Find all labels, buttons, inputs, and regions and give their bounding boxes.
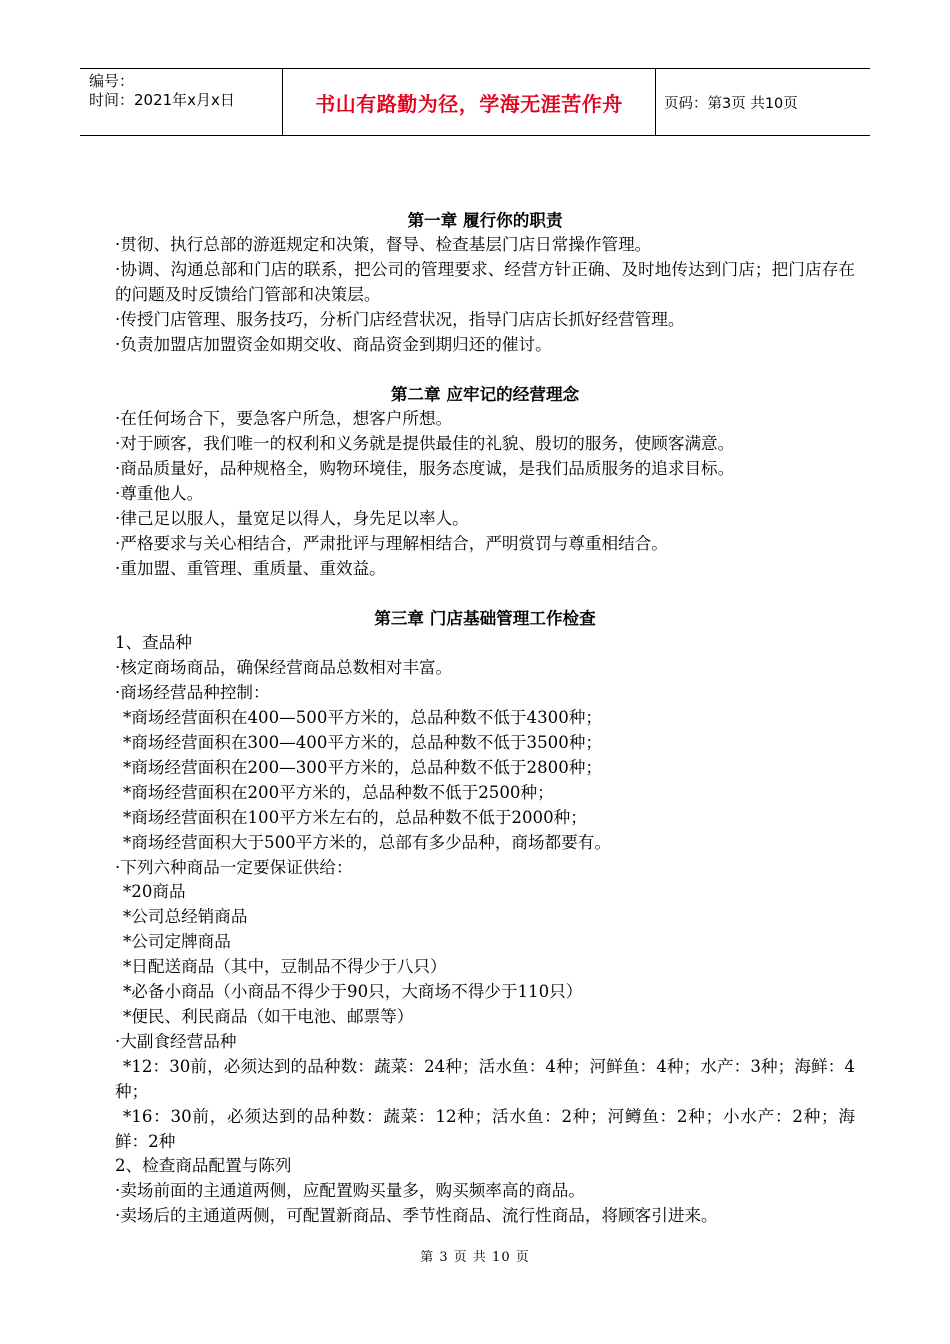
six-item: *必备小商品（小商品不得少于90只，大商场不得少于110只） <box>123 982 583 1002</box>
area-item: *商场经营面积在400—500平方米的，总品种数不低于4300种； <box>123 708 602 728</box>
number-label: 编号： <box>89 72 135 90</box>
area-item: *商场经营面积在200平方米的，总品种数不低于2500种； <box>123 782 554 802</box>
section-heading: 2、检查商品配置与陈列 <box>115 1156 292 1176</box>
six-item: *日配送商品（其中，豆制品不得少于八只） <box>123 957 447 977</box>
chapter2-title: 第二章 应牢记的经营理念 <box>390 384 580 405</box>
six-item: *公司定牌商品 <box>123 932 231 952</box>
chapter2-item: ·律己足以服人，量宽足以得人，身先足以率人。 <box>115 508 469 528</box>
chapter2-item: ·尊重他人。 <box>115 483 204 503</box>
chapter3-title: 第三章 门店基础管理工作检查 <box>374 608 596 629</box>
chapter2-item: ·重加盟、重管理、重质量、重效益。 <box>115 558 386 578</box>
section-heading: 1、查品种 <box>115 633 192 653</box>
list-item: ·卖场前面的主通道两侧，应配置购买量多，购买频率高的商品。 <box>115 1181 585 1201</box>
chapter2-item: ·严格要求与关心相结合，严肃批评与理解相结合，严明赏罚与尊重相结合。 <box>115 533 668 553</box>
header-table <box>80 68 870 136</box>
chapter1-item: ·贯彻、执行总部的游逛规定和决策，督导、检查基层门店日常操作管理。 <box>115 234 652 254</box>
list-item: ·核定商场商品，确保经营商品总数相对丰富。 <box>115 658 453 678</box>
chapter1-item: ·负责加盟店加盟资金如期交收、商品资金到期归还的催讨。 <box>115 334 552 354</box>
area-item: *商场经营面积在200—300平方米的，总品种数不低于2800种； <box>123 757 602 777</box>
six-item: *20商品 <box>123 882 186 902</box>
six-item: *公司总经销商品 <box>123 907 248 927</box>
food-item: *12：30前，必须达到的品种数：蔬菜：24种；活水鱼：4种；河鲜鱼：4种；水产：3种；海鲜：4种； <box>115 1056 855 1101</box>
list-item: ·商场经营品种控制： <box>115 683 270 703</box>
chapter1-title: 第一章 履行你的职责 <box>407 210 563 230</box>
list-item: ·大副食经营品种 <box>115 1031 237 1051</box>
area-item: *商场经营面积大于500平方米的，总部有多少品种，商场都要有。 <box>123 832 611 852</box>
area-item: *商场经营面积在300—400平方米的，总品种数不低于3500种； <box>123 733 602 752</box>
area-item: *商场经营面积在100平方米左右的，总品种数不低于2000种； <box>123 807 587 827</box>
header-motto: 书山有路勤为径，学海无涯苦作舟 <box>283 69 656 135</box>
chapter2-item: ·商品质量好，品种规格全，购物环境佳，服务态度诚，是我们品质服务的追求目标。 <box>115 459 735 479</box>
chapter2-item: ·在任何场合下，要急客户所急，想客户所想。 <box>115 409 453 429</box>
chapter1-item: ·传授门店管理、服务技巧，分析门店经营状况，指导门店店长抓好经营管理。 <box>115 309 685 329</box>
chapter1-item: ·协调、沟通总部和门店的联系，把公司的管理要求、经营方针正确、及时地传达到门店；把门店存在的问题及时反馈给门管部和决策层。 <box>115 259 855 304</box>
page-footer: 第 3 页 共 10 页 <box>420 1250 530 1265</box>
date-label: 时间：2021年x月x日 <box>89 91 235 109</box>
header-info-cell <box>80 69 283 135</box>
list-item: ·下列六种商品一定要保证供给： <box>115 857 353 877</box>
chapter2-item: ·对于顾客，我们唯一的权利和义务就是提供最佳的礼貌、殷切的服务，使顾客满意。 <box>115 434 735 454</box>
document-body <box>115 208 855 1229</box>
header-page-label: 页码：第3页 共10页 <box>664 95 798 112</box>
food-item: *16：30前，必须达到的品种数：蔬菜：12种；活水鱼：2种；河鳟鱼：2种；小水产：2种；海鲜：2种 <box>115 1106 855 1151</box>
list-item: ·卖场后的主通道两侧，可配置新商品、季节性商品、流行性商品，将顾客引进来。 <box>115 1206 718 1226</box>
six-item: *便民、利民商品（如干电池、邮票等） <box>123 1006 414 1026</box>
